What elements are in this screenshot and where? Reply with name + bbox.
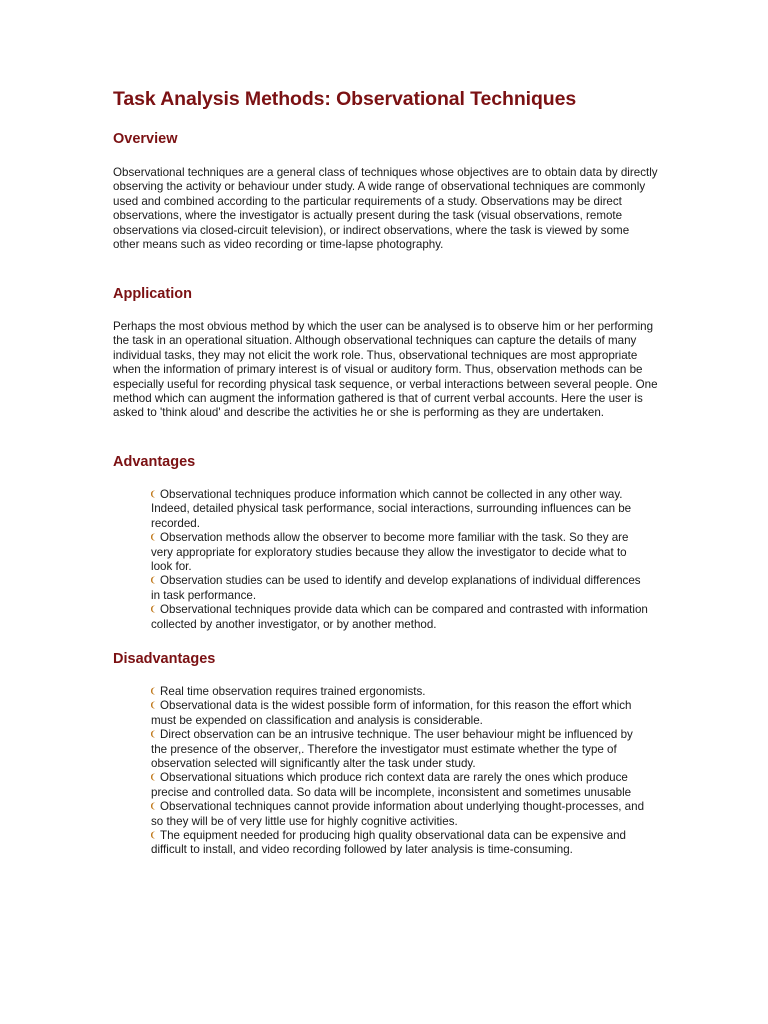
list-item	[151, 574, 651, 603]
crescent-bullet-icon	[151, 490, 159, 498]
list-item	[151, 728, 651, 771]
crescent-bullet-icon	[151, 533, 159, 541]
list-item-text: Direct observation can be an intrusive technique. The user behaviour might be influenced by the presence of the observer,. Therefore the investigator must estimate whether the type of observation selected will significantly alter the task under study.	[151, 728, 633, 771]
list-item-text: Observational data is the widest possible form of information, for this reason the effort which must be expended on classification and analysis is considerable.	[151, 699, 632, 727]
crescent-bullet-icon	[151, 831, 159, 839]
list-item-text: Observational situations which produce rich context data are rarely the ones which produce precise and controlled data. So data will be incomplete, inconsistent and sometimes unusable	[151, 771, 632, 799]
application-heading: Application	[113, 286, 192, 302]
list-item	[151, 771, 651, 800]
crescent-bullet-icon	[151, 773, 159, 781]
list-item	[151, 603, 651, 632]
list-item-text: Observational techniques produce information which cannot be collected in any other way. Indeed, detailed physical task performance, social interactions, surrounding influences can be recorded.	[151, 488, 632, 530]
list-item	[151, 685, 651, 699]
list-item-text: Real time observation requires trained ergonomists.	[160, 685, 426, 698]
list-item	[151, 800, 651, 829]
list-item-text: The equipment needed for producing high quality observational data can be expensive and difficult to install, and video recording followed by later analysis is time-consuming.	[151, 829, 627, 857]
list-item	[151, 699, 651, 728]
crescent-bullet-icon	[151, 605, 159, 613]
list-item	[151, 829, 651, 858]
list-item-text: Observation methods allow the observer to become more familiar with the task. So they are very appropriate for exploratory studies because they allow the investigator to decide what to look for.	[151, 531, 629, 574]
list-item-text: Observation studies can be used to identify and develop explanations of individual differences in task performance.	[151, 574, 641, 602]
crescent-bullet-icon	[151, 802, 159, 810]
page-title: Task Analysis Methods: Observational Techniques	[113, 88, 577, 110]
list-item-text: Observational techniques provide data which can be compared and contrasted with information collected by another investigator, or by another method.	[151, 603, 648, 631]
crescent-bullet-icon	[151, 687, 159, 695]
list-item	[151, 488, 651, 531]
crescent-bullet-icon	[151, 701, 159, 709]
crescent-bullet-icon	[151, 730, 159, 738]
overview-paragraph: Observational techniques are a general class of techniques whose objectives are to obtain data by directly observing the activity or behaviour under study. A wide range of observational techniques are commonly used and combined according to the particular requirements of a study. Observations may be direct observations, where the investigator is actually present during the task (visual observations, remote observations via closed-circuit television), or indirect observations, where the task is viewed by some other means such as video recording or time-lapse photography.	[113, 166, 658, 252]
disadvantages-list	[151, 685, 651, 858]
advantages-heading: Advantages	[113, 454, 196, 470]
crescent-bullet-icon	[151, 576, 159, 584]
list-item-text: Observational techniques cannot provide information about underlying thought-processes, and so they will be of very little use for highly cognitive activities.	[151, 800, 645, 828]
application-paragraph: Perhaps the most obvious method by which the user can be analysed is to observe him or her performing the task in an operational situation. Although observational techniques can capture the details of many individual tasks, they may not elicit the work role. Thus, observational techniques are most appropriate when the information of primary interest is of visual or auditory form. Thus, observation methods can be especially useful for recording physical task sequence, or verbal interactions between several people. One method which can augment the information gathered is that of current verbal accounts. Here the user is asked to 'think aloud' and describe the activities he or she is performing as they are undertaken.	[113, 320, 658, 420]
disadvantages-heading: Disadvantages	[113, 651, 216, 667]
list-item	[151, 531, 651, 574]
advantages-list	[151, 488, 651, 632]
overview-heading: Overview	[113, 131, 178, 147]
